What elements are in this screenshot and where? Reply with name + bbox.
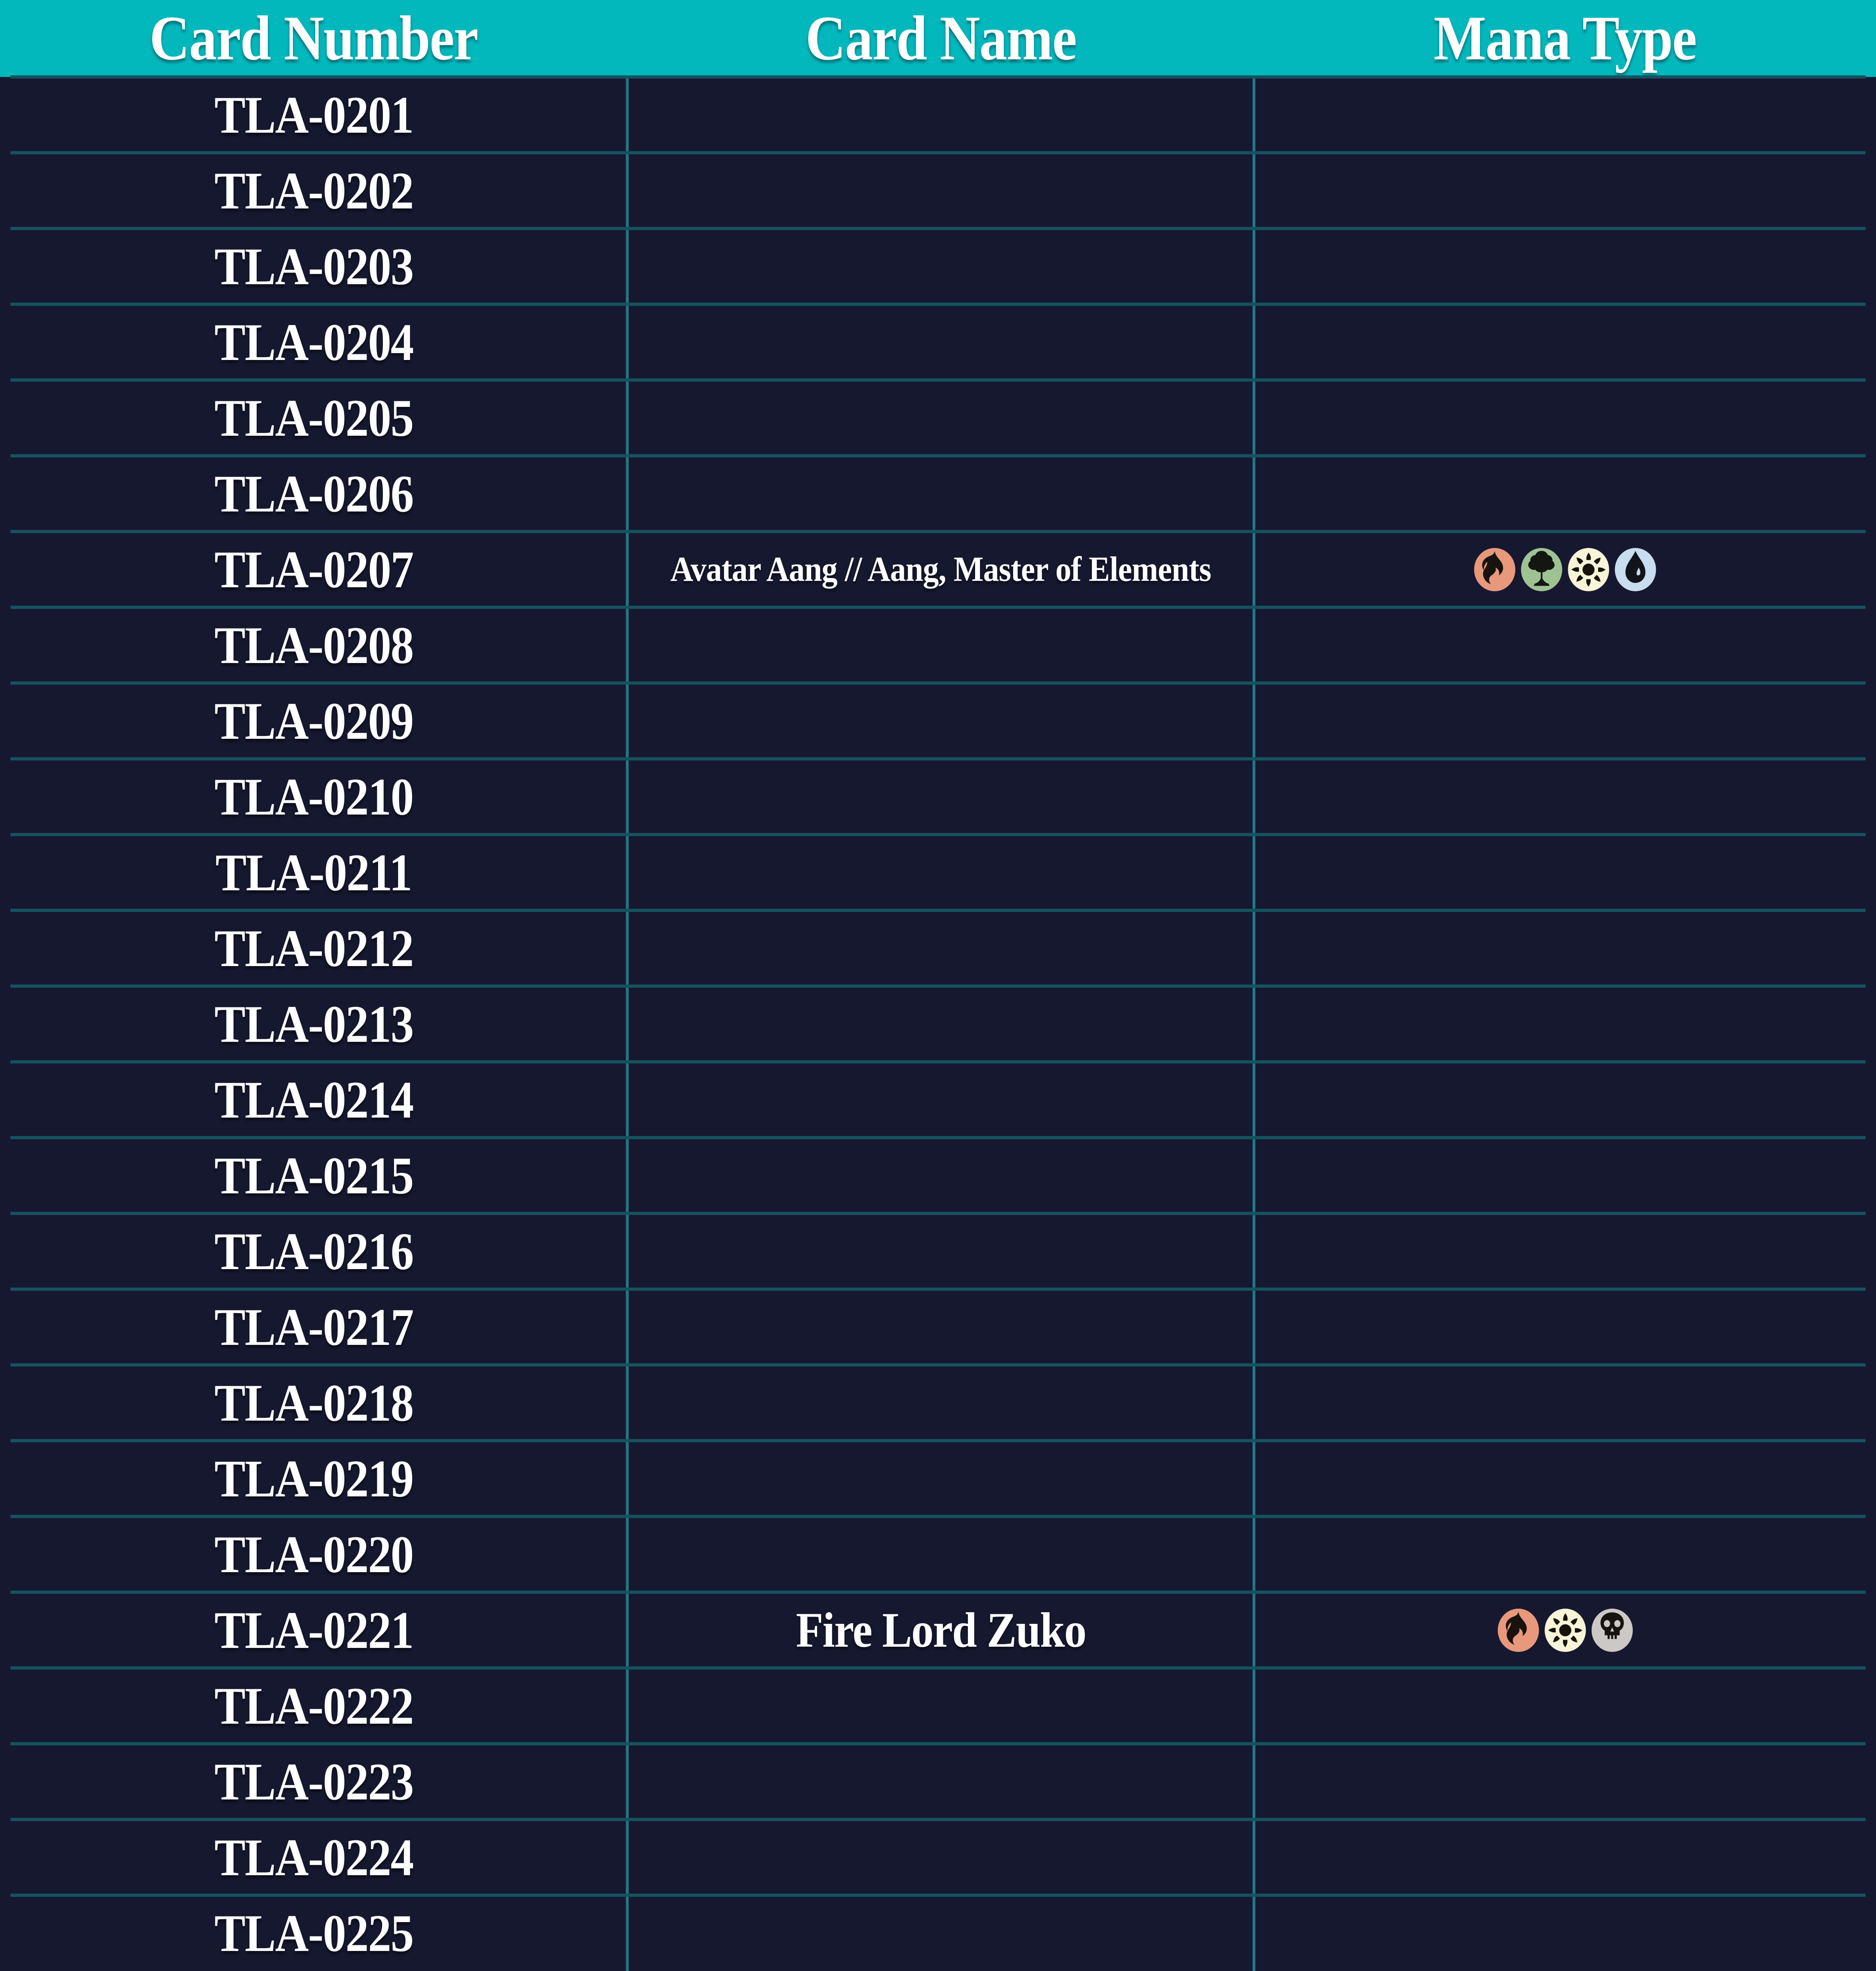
column-header-card-number [0, 0, 627, 77]
column-header-card-name [627, 0, 1254, 77]
card-name-cell [627, 380, 1254, 456]
table-row [0, 1819, 1876, 1895]
card-number-cell [0, 532, 627, 607]
mana-type-cell [1254, 1441, 1876, 1516]
card-number-cell [0, 910, 627, 986]
white-sun-mana-icon [1544, 1608, 1586, 1652]
card-number-cell [0, 683, 627, 759]
table-row [0, 228, 1876, 304]
card-name-cell [627, 1516, 1254, 1592]
mana-type-cell [1254, 910, 1876, 986]
card-number: TLA-0211 [215, 843, 412, 902]
column-header-label: Card Number [150, 3, 478, 73]
mana-type-cell [1254, 607, 1876, 683]
card-number-cell [0, 1744, 627, 1819]
card-name-cell [627, 1441, 1254, 1516]
card-table-body [0, 77, 1876, 1971]
mana-type-cell [1254, 1819, 1876, 1895]
card-name-cell [627, 1895, 1254, 1971]
card-name-cell [627, 1365, 1254, 1441]
table-row [0, 986, 1876, 1062]
card-number: TLA-0218 [214, 1373, 413, 1432]
card-number: TLA-0208 [214, 616, 413, 675]
red-fire-mana-icon [1498, 1608, 1539, 1652]
mana-type-cell [1254, 228, 1876, 304]
table-row [0, 532, 1876, 607]
card-name-cell [627, 1138, 1254, 1213]
card-number-cell [0, 607, 627, 683]
mana-type-cell [1254, 683, 1876, 759]
table-row [0, 380, 1876, 456]
mana-type-cell [1254, 77, 1876, 153]
blue-water-mana-icon [1615, 548, 1656, 592]
card-name-cell [627, 228, 1254, 304]
card-name-cell [627, 1213, 1254, 1289]
card-name-cell [627, 1819, 1254, 1895]
table-row [0, 1441, 1876, 1516]
card-name-cell [627, 1062, 1254, 1138]
card-number-cell [0, 1062, 627, 1138]
mana-type-cell [1254, 1744, 1876, 1819]
card-name-cell [627, 304, 1254, 380]
table-row [0, 607, 1876, 683]
card-number-cell [0, 456, 627, 532]
card-name-cell [627, 1744, 1254, 1819]
table-row [0, 1516, 1876, 1592]
card-number-cell [0, 1592, 627, 1668]
mana-type-cell [1254, 986, 1876, 1062]
card-number-cell [0, 1138, 627, 1213]
card-number: TLA-0203 [214, 237, 413, 296]
mana-type-cell [1254, 759, 1876, 835]
table-row [0, 683, 1876, 759]
card-number: TLA-0207 [214, 540, 413, 599]
mana-type-cell [1254, 153, 1876, 228]
card-number-cell [0, 228, 627, 304]
card-number-cell [0, 1819, 627, 1895]
table-row [0, 1668, 1876, 1744]
card-number: TLA-0214 [214, 1070, 413, 1129]
card-name-cell [627, 456, 1254, 532]
card-number-cell [0, 1668, 627, 1744]
card-number-cell [0, 1441, 627, 1516]
table-row [0, 456, 1876, 532]
mana-type-cell [1254, 1138, 1876, 1213]
mana-type-cell [1254, 380, 1876, 456]
card-name-cell [627, 77, 1254, 153]
card-number: TLA-0216 [214, 1222, 413, 1281]
card-name-cell [627, 683, 1254, 759]
card-number: TLA-0222 [214, 1676, 413, 1735]
mana-type-cell [1254, 1062, 1876, 1138]
card-number: TLA-0213 [214, 995, 413, 1053]
mana-type-cell [1254, 835, 1876, 910]
table-row [0, 1592, 1876, 1668]
card-number: TLA-0202 [214, 161, 413, 220]
card-name-cell [627, 1289, 1254, 1365]
card-number: TLA-0212 [214, 919, 413, 978]
card-name: Avatar Aang // Aang, Master of Elements [670, 550, 1211, 589]
mana-type-cell [1254, 1516, 1876, 1592]
white-sun-mana-icon [1568, 548, 1609, 592]
card-name-cell [627, 1668, 1254, 1744]
card-number: TLA-0209 [214, 691, 413, 750]
card-name-cell [627, 153, 1254, 228]
card-number-cell [0, 1289, 627, 1365]
card-name-cell [627, 910, 1254, 986]
card-number-cell [0, 153, 627, 228]
mana-type-cell [1254, 1289, 1876, 1365]
table-row [0, 153, 1876, 228]
card-name-cell [627, 759, 1254, 835]
card-name-cell [627, 835, 1254, 910]
table-row [0, 1289, 1876, 1365]
green-tree-mana-icon [1521, 548, 1562, 592]
card-number: TLA-0219 [214, 1449, 413, 1508]
card-number-cell [0, 1895, 627, 1971]
card-number-cell [0, 759, 627, 835]
card-number: TLA-0220 [214, 1525, 413, 1584]
mana-type-cell [1254, 1213, 1876, 1289]
card-number: TLA-0210 [214, 767, 413, 826]
card-name-cell [627, 532, 1254, 607]
table-row [0, 1138, 1876, 1213]
card-number: TLA-0217 [214, 1298, 413, 1356]
table-row [0, 1895, 1876, 1971]
table-row [0, 1744, 1876, 1819]
card-name-cell [627, 986, 1254, 1062]
card-number: TLA-0204 [214, 313, 413, 372]
card-number: TLA-0223 [214, 1752, 413, 1811]
card-number: TLA-0221 [214, 1601, 413, 1660]
table-row [0, 1365, 1876, 1441]
table-row [0, 759, 1876, 835]
column-header-label: Mana Type [1434, 3, 1696, 73]
black-skull-mana-icon [1591, 1608, 1633, 1652]
mana-type-cell [1254, 456, 1876, 532]
mana-type-cell [1254, 1592, 1876, 1668]
card-number-cell [0, 1365, 627, 1441]
red-fire-mana-icon [1474, 548, 1516, 592]
mana-type-cell [1254, 1365, 1876, 1441]
card-number: TLA-0224 [214, 1828, 413, 1887]
card-name: Fire Lord Zuko [795, 1602, 1086, 1658]
table-row [0, 1062, 1876, 1138]
card-number-cell [0, 380, 627, 456]
card-number-cell [0, 1516, 627, 1592]
card-name-cell [627, 1592, 1254, 1668]
table-row [0, 910, 1876, 986]
card-name-cell [627, 607, 1254, 683]
card-number-cell [0, 1213, 627, 1289]
card-number-cell [0, 304, 627, 380]
card-number: TLA-0206 [214, 464, 413, 523]
mana-type-cell [1254, 1668, 1876, 1744]
table-header [0, 0, 1876, 77]
card-number-cell [0, 77, 627, 153]
card-number: TLA-0225 [214, 1904, 413, 1963]
mana-type-cell [1254, 304, 1876, 380]
table-row [0, 1213, 1876, 1289]
table-row [0, 835, 1876, 910]
card-number: TLA-0215 [214, 1146, 413, 1205]
mana-type-cell [1254, 532, 1876, 607]
card-number-cell [0, 986, 627, 1062]
column-header-mana-type [1254, 0, 1876, 77]
table-row [0, 77, 1876, 153]
card-number-cell [0, 835, 627, 910]
card-number: TLA-0201 [214, 85, 413, 144]
card-number: TLA-0205 [214, 388, 413, 447]
column-header-label: Card Name [805, 3, 1077, 73]
table-row [0, 304, 1876, 380]
mana-type-cell [1254, 1895, 1876, 1971]
